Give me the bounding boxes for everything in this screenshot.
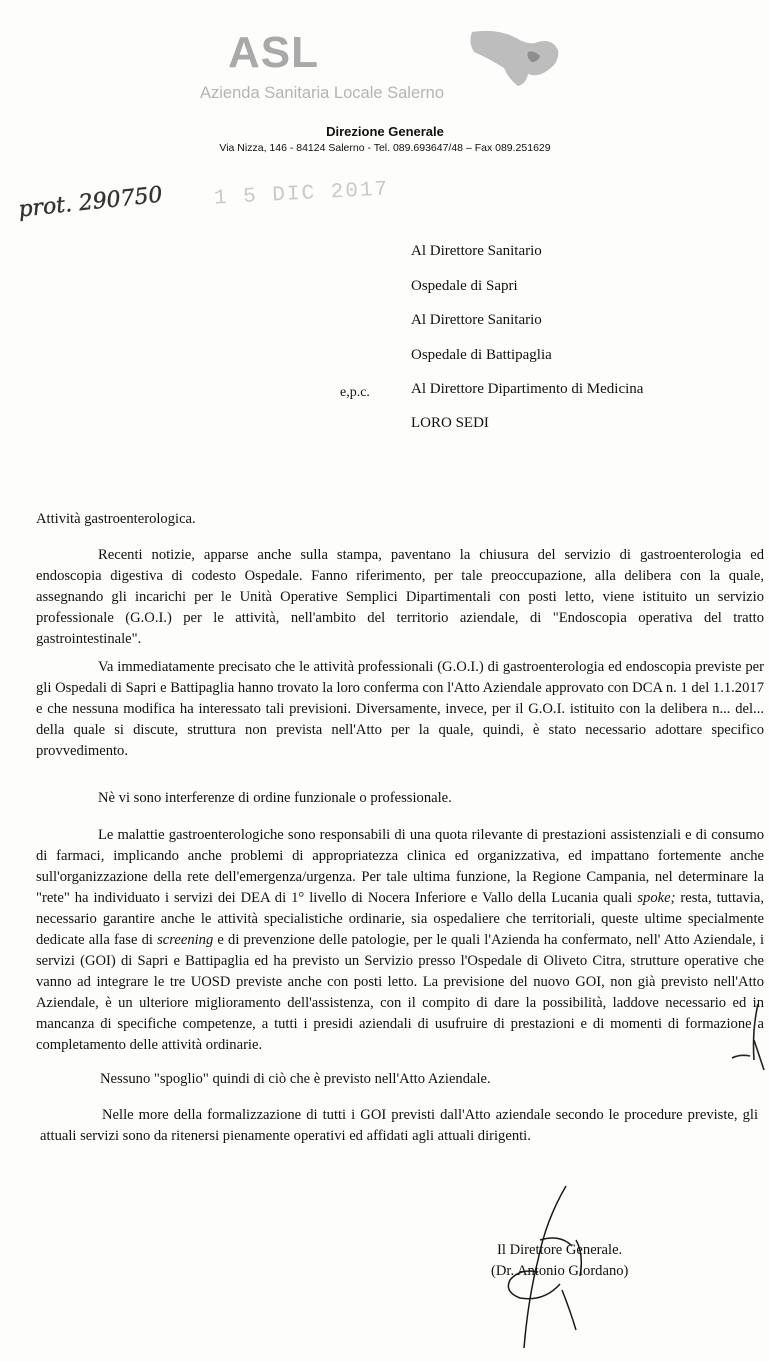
body-paragraph: [40, 1105, 758, 1147]
recipient-line: Ospedale di Sapri: [411, 278, 518, 294]
body-paragraph: [36, 545, 764, 650]
paragraph-segment: resta, tuttavia, necessario garantire anche le attività specialistiche ordinarie, sia ospedaliere che territoriali, queste ultime specialmente dedicate alla fase di: [36, 890, 764, 948]
recipient-line: LORO SEDI: [411, 415, 489, 431]
asl-logo: [198, 28, 578, 102]
logo-text: ASL: [228, 28, 319, 77]
subject-line: Attività gastroenterologica.: [36, 511, 196, 527]
italic-term: screening: [157, 932, 214, 948]
recipient-line: Al Direttore Sanitario: [411, 243, 542, 259]
paragraph-segment: e di prevenzione delle patologie, per le quali l'Azienda ha confermato, nell' Atto Aziendale, i servizi (GOI) di Sapri e Battipaglia ed ha previsto un Servizio presso l'Ospedale di Oliveto Citra, strutture operative che vanno ad integrare le tre UOSD previste anche con posti letto. La previsione del nuovo GOI, non già previsto nell'Atto Aziendale, è un ulteriore miglioramento dell'assistenza, con il compito di dare la possibilità, laddove necessario ed in mancanza di specifiche competenze, a tutti i presidi aziendali di usufruire di prestazioni e di momenti di formazione a completamento delle attività ordinarie.: [36, 932, 764, 1053]
body-paragraph: Nè vi sono interferenze di ordine funzionale o professionale.: [98, 790, 452, 806]
recipient-line: Al Direttore Dipartimento di Medicina: [411, 381, 644, 397]
office-heading: Direzione Generale: [326, 124, 444, 139]
paragraph-text: Nelle more della formalizzazione di tutti i GOI previsti dall'Atto aziendale secondo le procedure previste, gli attuali servizi sono da ritenersi pienamente operativi ed affidati agli attuali dirigenti.: [40, 1107, 758, 1144]
body-paragraph: [36, 825, 764, 1056]
signatory-name: (Dr. Antonio Giordano): [491, 1263, 629, 1279]
body-paragraph: Nessuno "spoglio" quindi di ciò che è previsto nell'Atto Aziendale.: [100, 1071, 491, 1087]
paragraph-text: Va immediatamente precisato che le attività professionali (G.O.I.) di gastroenterologia ed endoscopia previste per gli Ospedali di Sapri e Battipaglia hanno trovato la loro conferma con l'Atto Aziendale approvato con DCA n. 1 del 1.1.2017 e che nessuna modifica ha interessato tali previsioni. Diversamente, invece, per il G.O.I. istituito con la delibera n... del... della quale si discute, struttura non prevista nell'Atto per la quale, quindi, è stato necessario adottare specifico provvedimento.: [36, 659, 764, 759]
body-paragraph: [36, 657, 764, 762]
region-map-icon: [468, 28, 564, 88]
logo-subtitle: Azienda Sanitaria Locale Salerno: [200, 84, 444, 102]
margin-initials-mark: [728, 1000, 768, 1080]
paragraph-text: Recenti notizie, apparse anche sulla stampa, paventano la chiusura del servizio di gastroenterologia ed endoscopia digestiva di codesto Ospedale. Fanno riferimento, per tale preoccupazione, alla delibera con la quale, assegnando gli incarichi per le Unità Operative Semplici Dipartimentali con posti letto, viene istituito un servizio professionale (G.O.I.) per le attività, nell'ambito del territorio aziendale, di "Endoscopia operativa del tratto gastrointestinale".: [36, 547, 764, 647]
handwritten-protocol-number: [15, 175, 168, 226]
paragraph-segment: Le malattie gastroenterologiche sono responsabili di una quota rilevante di prestazioni assistenziali e di consumo di farmaci, implicando anche problemi di appropriatezza clinica ed organizzativa, ed impattano fortemente anche sull'organizzazione della rete dell'emergenza/urgenza. Per tale ultima funzione, la Regione Campania, nel determinare la "rete" ha individuato i servizi dei DEA di 1° livello di Nocera Inferiore e Vallo della Lucania quali: [36, 827, 764, 906]
date-stamp: 1 5 DIC 2017: [213, 178, 390, 211]
italic-term: spoke;: [637, 890, 676, 906]
svg-text:prot. 290750: prot. 290750: [17, 182, 164, 223]
recipient-line: Al Direttore Sanitario: [411, 312, 542, 328]
office-address: Via Nizza, 146 - 84124 Salerno - Tel. 089.693647/48 – Fax 089.251629: [219, 142, 551, 154]
recipient-line: Ospedale di Battipaglia: [411, 347, 552, 363]
signature-title: Il Direttore Generale.: [497, 1242, 623, 1258]
paragraph-text: [36, 825, 764, 1056]
cc-label: e,p.c.: [340, 385, 370, 400]
